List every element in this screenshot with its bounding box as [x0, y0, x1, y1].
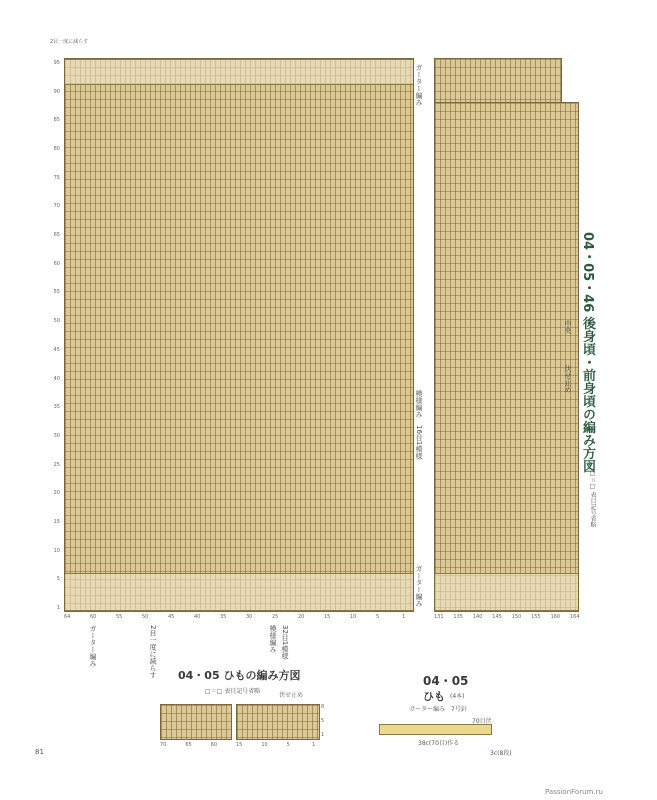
garter-band-top [65, 59, 413, 85]
column-number: 50 [142, 614, 149, 620]
cord-row-number: 5 [321, 718, 325, 724]
cord-column-number: 65 [185, 742, 192, 748]
column-number: 150 [511, 614, 522, 620]
row-number: 25 [53, 461, 60, 468]
row-number: 20 [53, 490, 60, 497]
cord-legend: □＝□ 表目記号省略 [205, 688, 261, 695]
column-number: 60 [90, 614, 97, 620]
row-number: 95 [53, 60, 60, 66]
cord-column-number: 1 [312, 742, 316, 748]
row-number: 80 [53, 146, 60, 153]
column-number: 1 [402, 614, 406, 620]
column-number: 30 [246, 614, 253, 620]
row-number: 10 [53, 547, 60, 554]
row-number: 35 [53, 404, 60, 411]
bottom-label-garter: ガーター編み [89, 625, 97, 667]
decrease-note: 2目一度に減らす [50, 39, 89, 45]
center-label: 中央 [564, 320, 572, 334]
diagram-needle: ガーター編み 7号針 [409, 706, 467, 713]
column-number: 45 [168, 614, 175, 620]
main-chart-left-grid [64, 58, 414, 612]
garter-label-bottom: ガーター編み [415, 565, 423, 607]
cord-column-number: 15 [236, 742, 243, 748]
cord-bar [379, 724, 492, 735]
column-number: 140 [472, 614, 483, 620]
diagram-count: (4本) [450, 693, 465, 700]
column-number: 55 [116, 614, 123, 620]
cord-grid-right [236, 704, 320, 740]
column-number: 5 [376, 614, 380, 620]
column-number: 35 [220, 614, 227, 620]
column-number: 164 [570, 614, 580, 620]
row-number: 45 [53, 346, 60, 353]
column-number: 10 [350, 614, 357, 620]
row-number: 40 [53, 375, 60, 382]
row-number: 30 [53, 432, 60, 439]
row-number: 55 [53, 289, 60, 296]
column-number: 135 [453, 614, 463, 620]
row-number: 5 [56, 576, 60, 583]
bindoff-label: 伏せ止め [564, 365, 572, 393]
garter-band-right-bottom [435, 573, 578, 611]
row-number: 60 [53, 260, 60, 267]
garter-label-top: ガーター編み [415, 64, 423, 106]
bottom-label-repeat: 32目1模様 [281, 625, 289, 660]
column-number: 15 [324, 614, 331, 620]
cord-column-number: 70 [160, 742, 167, 748]
column-number: 145 [492, 614, 502, 620]
page-title: 04・05・46 後身頃・前身頃の編み方図 [580, 232, 595, 473]
diagram-title: ひも [423, 690, 445, 703]
garter-band-bottom [65, 573, 413, 611]
column-number: 20 [298, 614, 305, 620]
diagram-title-number: 04・05 [423, 674, 469, 688]
column-number: 131 [434, 614, 444, 620]
main-chart-right-top-grid [434, 58, 562, 104]
row-number: 85 [53, 117, 60, 124]
pattern-label: 模様編み 16目1模様 [415, 390, 423, 460]
bottom-label-pattern: 模様編み [269, 625, 277, 653]
column-number: 40 [194, 614, 201, 620]
chart-legend: □＝□ 表目記号省略 [589, 470, 596, 528]
cord-bindoff-label: 伏せ止め [279, 692, 304, 699]
row-number: 90 [53, 88, 60, 95]
bottom-label-decrease: 2目一度に減らす [149, 625, 157, 679]
column-number: 25 [272, 614, 279, 620]
cord-chart-title: 04・05 ひもの編み方図 [178, 669, 301, 682]
diagram-cast-on: 38c(70目)作る [418, 740, 460, 747]
row-number: 75 [53, 174, 60, 181]
row-number: 65 [53, 232, 60, 239]
column-number: 160 [550, 614, 561, 620]
cord-column-number: 5 [286, 742, 290, 748]
diagram-row-count: 3c(8段) [490, 750, 512, 757]
cord-row-number: 8 [321, 704, 325, 710]
column-number: 64 [64, 614, 71, 620]
row-number: 1 [56, 605, 60, 611]
row-number: 15 [53, 518, 60, 525]
cord-column-number: 60 [210, 742, 218, 748]
cord-column-number: 10 [261, 742, 268, 748]
cord-row-number: 1 [321, 732, 325, 738]
row-number: 50 [53, 318, 60, 325]
watermark: PassionForum.ru [545, 788, 603, 796]
page-number: 81 [35, 748, 44, 756]
diagram-bindoff: 70目伏 [472, 718, 492, 725]
column-number: 155 [531, 614, 541, 620]
main-chart-right-grid [434, 102, 579, 612]
cord-grid-left [160, 704, 232, 740]
row-number: 70 [53, 203, 60, 210]
